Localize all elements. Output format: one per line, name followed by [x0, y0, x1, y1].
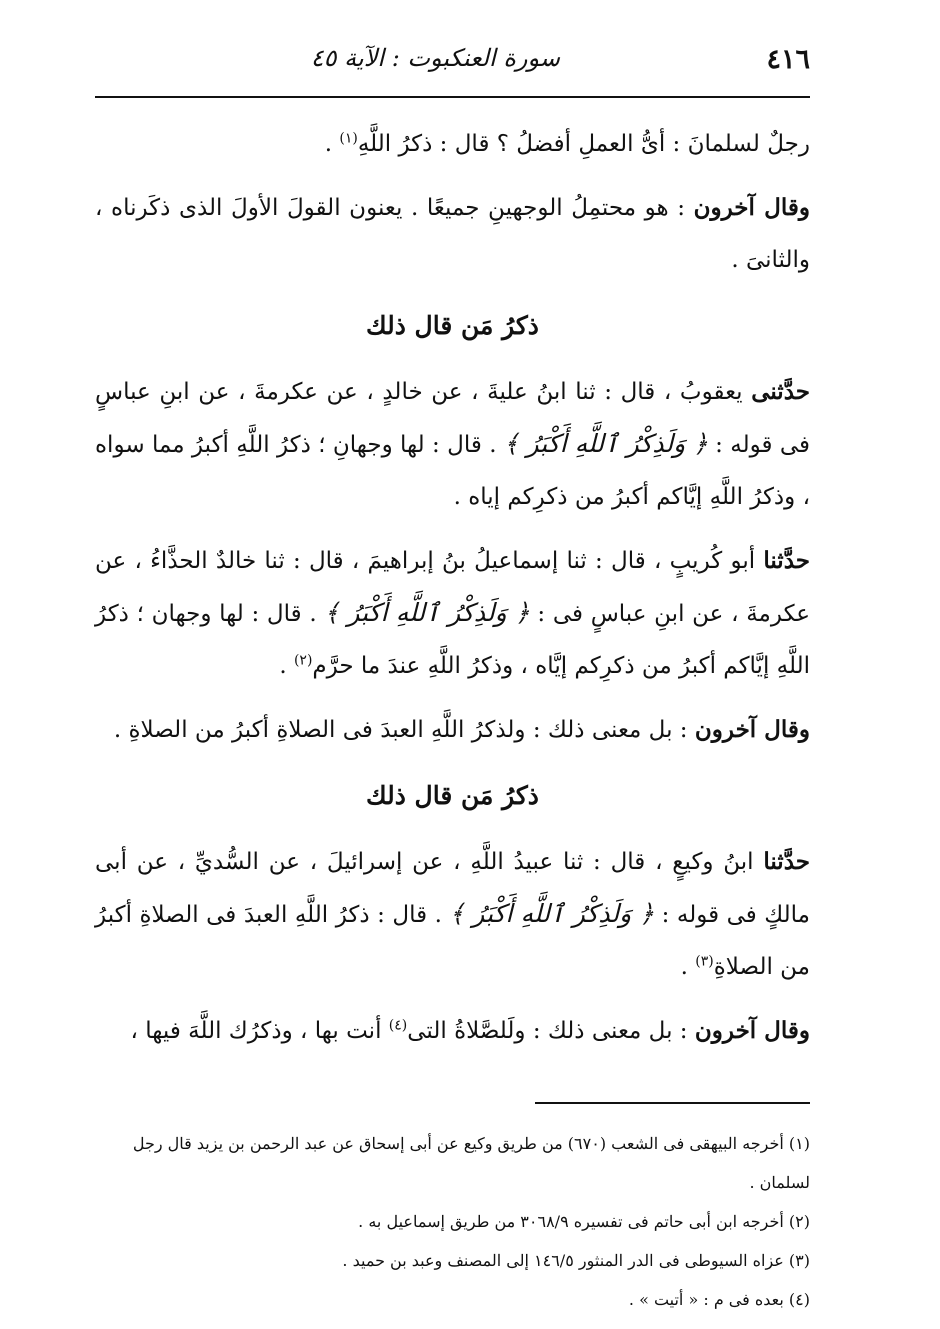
paragraph-lead: وقال آخرون [694, 1017, 810, 1044]
paragraph-text: أنت بها ، وذكرُك اللَّهَ فيها ، [130, 1018, 389, 1044]
paragraph-text: أبو كُريبٍ ، قال : ثنا إسماعيلُ بنُ إبراهيمَ ، قال : ثنا خالدٌ الحذَّاءُ ، عن عكرمةَ ، عن ابنِ عباسٍ فى : [95, 548, 810, 627]
paragraph-text: : بل معنى ذلك : ولَلصَّلاةُ التى [407, 1018, 695, 1044]
paragraph [95, 836, 810, 993]
paragraph-lead: حدَّثنا [763, 547, 810, 574]
paragraph-text: : بل معنى ذلك : ولذكرُ اللَّهِ العبدَ فى الصلاةِ أكبرُ من الصلاةِ . [113, 717, 695, 743]
paragraph [95, 366, 810, 523]
footnote: (٤) بعده فى م : « أتيت » . [628, 1290, 810, 1309]
paragraph [95, 182, 810, 286]
paragraph-lead: حدَّثنا [763, 848, 810, 875]
paragraph-text: . قال : ذكرُ اللَّهِ العبدَ فى الصلاةِ أكبرُ من الصلاةِ [95, 902, 810, 980]
paragraph-text: يعقوبُ ، قال : ثنا ابنُ عليةَ ، عن خالدٍ ، عن عكرمةَ ، عن ابنِ عباسٍ فى قوله : [95, 379, 810, 458]
quran-quote: ﴿ وَلَذِكْرُ ٱللَّهِ أَكْبَرُ ﴾ [449, 899, 655, 928]
paragraph [95, 704, 810, 756]
footnote: (٣) عزاه السيوطى فى الدر المنثور ١٤٦/٥ إلى المصنف وعبد بن حميد . [342, 1251, 810, 1270]
paragraph-text: رجلٌ لسلمانَ : أىُّ العملِ أفضلُ ؟ قال : ذكرُ اللَّهِ [357, 131, 810, 157]
footnote-separator [535, 1102, 810, 1104]
page-number: ٤١٦ [766, 44, 810, 75]
quran-quote: ﴿ وَلَذِكْرُ ٱللَّهِ أَكْبَرُ ﴾ [324, 598, 530, 627]
paragraph-text: : هو محتمِلُ الوجهينِ جميعًا . يعنون القولَ الأولَ الذى ذكَرناه ، والثانىَ . [95, 195, 810, 273]
footnote-marker: (١) [339, 130, 358, 147]
section-heading: ذكرُ مَن قال ذلك [366, 781, 539, 810]
main-text [95, 118, 810, 1069]
paragraph-end: . [680, 954, 696, 980]
page-header [95, 40, 810, 98]
paragraph [95, 1005, 810, 1057]
paragraph-lead: وقال آخرون [693, 194, 810, 221]
footnote-marker: (٢) [293, 652, 313, 669]
paragraph [95, 118, 810, 170]
paragraph-end: . [324, 131, 340, 157]
paragraph-lead: وقال آخرون [694, 716, 810, 743]
footnotes [95, 1124, 810, 1319]
running-title: سورة العنكبوت : الآية ٤٥ [310, 44, 560, 72]
paragraph-end: . [279, 653, 294, 679]
footnote: (٢) أخرجه ابن أبى حاتم فى تفسيره ٣٠٦٨/٩ من طريق إسماعيل به . [358, 1212, 810, 1231]
footnote: (١) أخرجه البيهقى فى الشعب (٦٧٠) من طريق وكيع عن أبى إسحاق عن عبد الرحمن بن يزيد قال رجل لسلمان . [132, 1134, 810, 1192]
section-heading: ذكرُ مَن قال ذلك [366, 311, 539, 340]
footnote-marker: (٣) [695, 953, 714, 970]
paragraph [95, 535, 810, 692]
paragraph-text: . قال : لها وجهان ؛ ذكرُ اللَّهِ إيَّاكم أكبرُ من ذكرِكم إيَّاه ، وذكرُ اللَّهِ عندَ ما حرَّم [95, 601, 810, 679]
footnote-marker: (٤) [388, 1017, 408, 1034]
paragraph-lead: حدَّثنى [751, 378, 810, 405]
quran-quote: ﴿ وَلَذِكْرُ ٱللَّهِ أَكْبَرُ ﴾ [503, 429, 708, 458]
paragraph-text: ابنُ وكيعٍ ، قال : ثنا عبيدُ اللَّهِ ، عن إسرائيلَ ، عن السُّديِّ ، عن أبى مالكٍ فى قوله : [95, 849, 811, 928]
paragraph-text: . قال : لها وجهانِ ؛ ذكرُ اللَّهِ أكبرُ مما سواه ، وذكرُ اللَّهِ إيَّاكم أكبرُ من ذكرِكم إياه . [95, 432, 810, 510]
